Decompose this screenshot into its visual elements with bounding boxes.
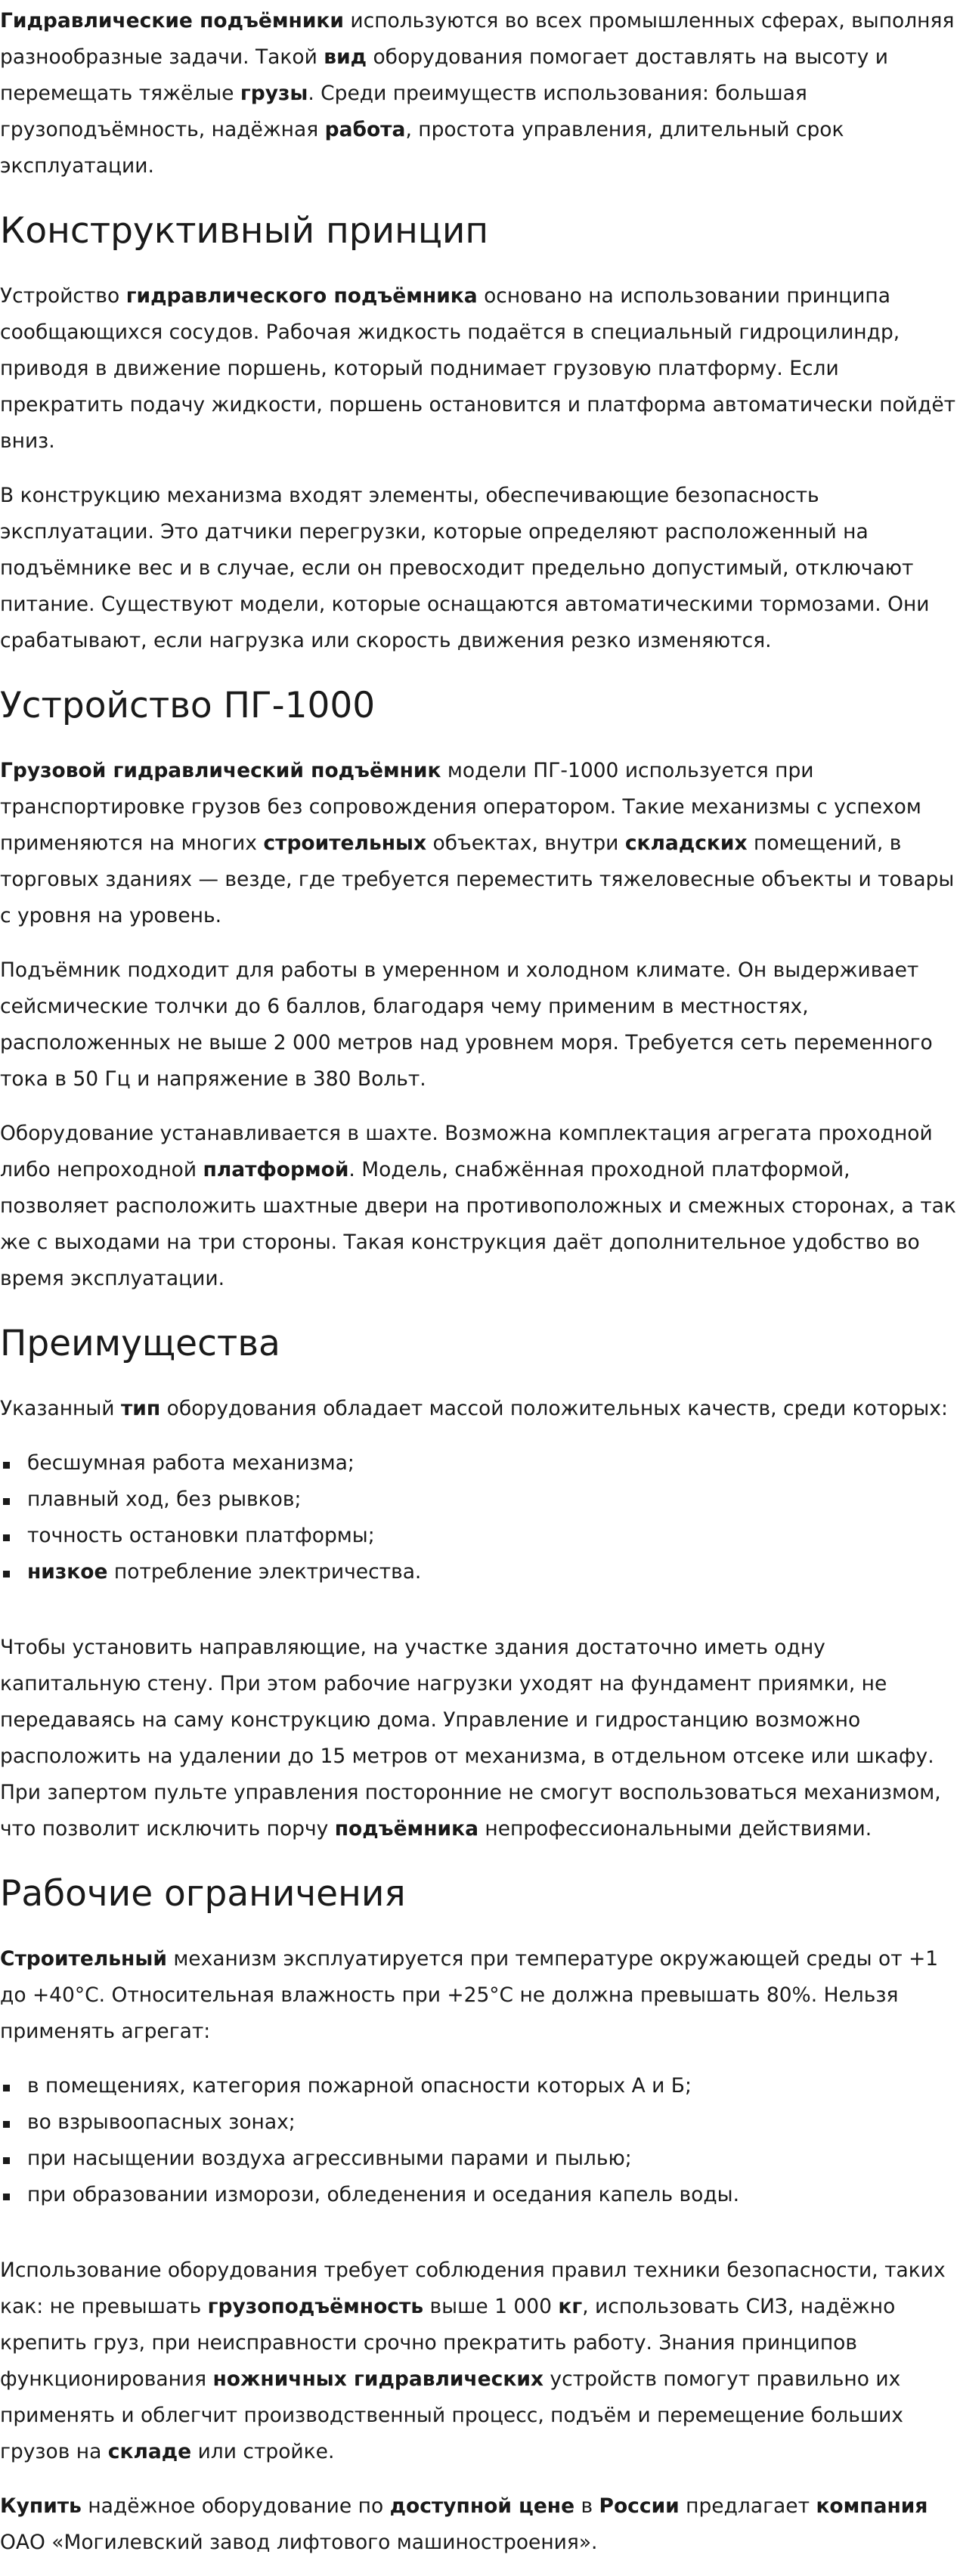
text-run: непрофессиональными действиями.: [478, 1817, 872, 1841]
text-run: оборудования обладает массой положительных качеств, среди которых:: [160, 1397, 948, 1420]
text-run: Указанный: [0, 1397, 121, 1420]
bold-keyword: складе: [107, 2440, 192, 2463]
bold-keyword: доступной цене: [389, 2494, 575, 2518]
text-run: выше 1 000: [423, 2295, 559, 2318]
heading-advantages: Преимущества: [0, 1323, 280, 1364]
advantages-list: [0, 1445, 960, 1590]
list-item: [0, 1445, 960, 1482]
device-paragraph-3: [0, 1116, 960, 1297]
bold-keyword: грузоподъёмность: [207, 2295, 424, 2318]
bold-keyword: грузы: [240, 82, 308, 105]
text-run: Использование оборудования требует соблюдения правил техники безопасности, таких как: не превышать: [0, 2259, 946, 2318]
list-item: [0, 2104, 960, 2141]
bold-keyword: Купить: [0, 2494, 82, 2518]
text-run: оборудования помогает доставлять на высоту и перемещать тяжёлые: [0, 45, 888, 105]
text-run: используются во всех промышленных сферах, выполняя разнообразные задачи. Такой: [0, 9, 955, 69]
heading-device: Устройство ПГ-1000: [0, 685, 376, 726]
bold-keyword: России: [599, 2494, 680, 2518]
text-run: предлагает: [679, 2494, 816, 2518]
text-run: потребление электричества.: [107, 1560, 422, 1584]
bold-keyword: тип: [120, 1397, 161, 1420]
text-run: . Среди преимуществ использования: большая грузоподъёмность, надёжная: [0, 82, 807, 141]
text-run: устройств помогут правильно их применять и облегчит производственный процесс, подъём и перемещение больших грузов на: [0, 2367, 903, 2463]
text-run: при образовании изморози, обледенения и оседания капель воды.: [27, 2183, 740, 2206]
bold-keyword: работа: [324, 118, 406, 141]
list-item: [0, 2177, 960, 2213]
bold-keyword: подъёмника: [334, 1817, 478, 1841]
list-item: [0, 1518, 960, 1554]
text-run: основано на использовании принципа сообщающихся сосудов. Рабочая жидкость подаётся в специальный гидроцилиндр, приводя в движение поршень, который поднимает грузовую платформу. Если прекратить подачу жидкости, поршень остановится и платформа автоматически пойдёт вниз.: [0, 284, 956, 453]
list-item: [0, 2068, 960, 2104]
limits-intro: [0, 1941, 960, 2050]
device-paragraph-1: [0, 753, 960, 934]
text-run: Чтобы установить направляющие, на участке здания достаточно иметь одну капитальную стену. При этом рабочие нагрузки уходят на фундамент приямки, не передаваясь на саму конструкцию дома. Управление и гидростанцию возможно расположить на удалении до 15 метров от механизма, в отдельном отсеке или шкафу. При запертом пульте управления посторонние не смогут воспользоваться механизмом, что позволит исключить порчу: [0, 1636, 941, 1841]
limits-list: [0, 2068, 960, 2213]
heading-principle: Конструктивный принцип: [0, 210, 489, 252]
bold-keyword: платформой: [203, 1158, 349, 1181]
text-run: Устройство: [0, 284, 126, 308]
bold-keyword: Строительный: [0, 1947, 167, 1971]
text-run: бесшумная работа механизма;: [27, 1451, 355, 1475]
text-run: объектах, внутри: [426, 831, 625, 855]
text-run: плавный ход, без рывков;: [27, 1488, 302, 1511]
text-run: в: [574, 2494, 599, 2518]
buy-paragraph: [0, 2488, 960, 2561]
text-run: . Модель, снабжённая проходной платформой, позволяет расположить шахтные двери на противоположных и смежных сторонах, а так же с выходами на три стороны. Такая конструкция даёт дополнительное удобство во время эксплуатации.: [0, 1158, 956, 1290]
advantages-paragraph: [0, 1630, 960, 1847]
safety-paragraph: [0, 2252, 960, 2470]
text-run: надёжное оборудование по: [81, 2494, 390, 2518]
intro-paragraph: [0, 3, 960, 184]
text-run: или стройке.: [191, 2440, 335, 2463]
principle-paragraph-2: [0, 478, 960, 659]
device-paragraph-2: [0, 952, 960, 1098]
list-item: [0, 2141, 960, 2177]
text-run: Подъёмник подходит для работы в умеренном и холодном климате. Он выдерживает сейсмические толчки до 6 баллов, благодаря чему применим в местностях, расположенных не выше 2 000 метров над уровнем моря. Требуется сеть переменного тока в 50 Гц и напряжение в 380 Вольт.: [0, 958, 933, 1091]
principle-paragraph-1: [0, 278, 960, 460]
bold-keyword: вид: [324, 45, 367, 69]
heading-limits: Рабочие ограничения: [0, 1873, 406, 1915]
text-run: помещений, в торговых зданиях — везде, где требуется переместить тяжеловесные объекты и товары с уровня на уровень.: [0, 831, 955, 927]
text-run: во взрывоопасных зонах;: [27, 2110, 296, 2134]
text-run: Оборудование устанавливается в шахте. Возможна комплектация агрегата проходной либо непроходной: [0, 1122, 933, 1181]
bold-keyword: гидравлического подъёмника: [125, 284, 478, 308]
text-run: при насыщении воздуха агрессивными парами и пылью;: [27, 2147, 632, 2170]
text-run: , простота управления, длительный срок эксплуатации.: [0, 118, 844, 178]
advantages-intro: [0, 1391, 960, 1427]
text-run: , использовать СИЗ, надёжно крепить груз, при неисправности срочно прекратить работу. Знания принципов функционирования: [0, 2295, 896, 2391]
bold-keyword: компания: [816, 2494, 928, 2518]
list-item: [0, 1482, 960, 1518]
text-run: механизм эксплуатируется при температуре окружающей среды от +1 до +40°C. Относительная влажность при +25°C не должна превышать 80%. Нельзя применять агрегат:: [0, 1947, 939, 2043]
bold-keyword: низкое: [27, 1560, 108, 1584]
text-run: точность остановки платформы;: [27, 1524, 375, 1547]
text-run: ОАО «Могилевский завод лифтового машиностроения».: [0, 2531, 598, 2554]
text-run: В конструкцию механизма входят элементы, обеспечивающие безопасность эксплуатации. Это датчики перегрузки, которые определяют расположенный на подъёмнике вес и в случае, если он превосходит предельно допустимый, отключают питание. Существуют модели, которые оснащаются автоматическими тормозами. Они срабатывают, если нагрузка или скорость движения резко изменяются.: [0, 484, 930, 652]
text-run: в помещениях, категория пожарной опасности которых А и Б;: [27, 2074, 692, 2098]
bold-keyword: Гидравлические подъёмники: [0, 9, 344, 33]
bold-keyword: ножничных гидравлических: [212, 2367, 543, 2391]
text-run: модели ПГ-1000 используется при транспортировке грузов без сопровождения оператором. Такие механизмы с успехом применяются на многих: [0, 759, 921, 855]
bold-keyword: складских: [624, 831, 748, 855]
list-item: [0, 1554, 960, 1590]
bold-keyword: кг: [558, 2295, 583, 2318]
bold-keyword: Грузовой гидравлический подъёмник: [0, 759, 441, 782]
bold-keyword: строительных: [263, 831, 427, 855]
